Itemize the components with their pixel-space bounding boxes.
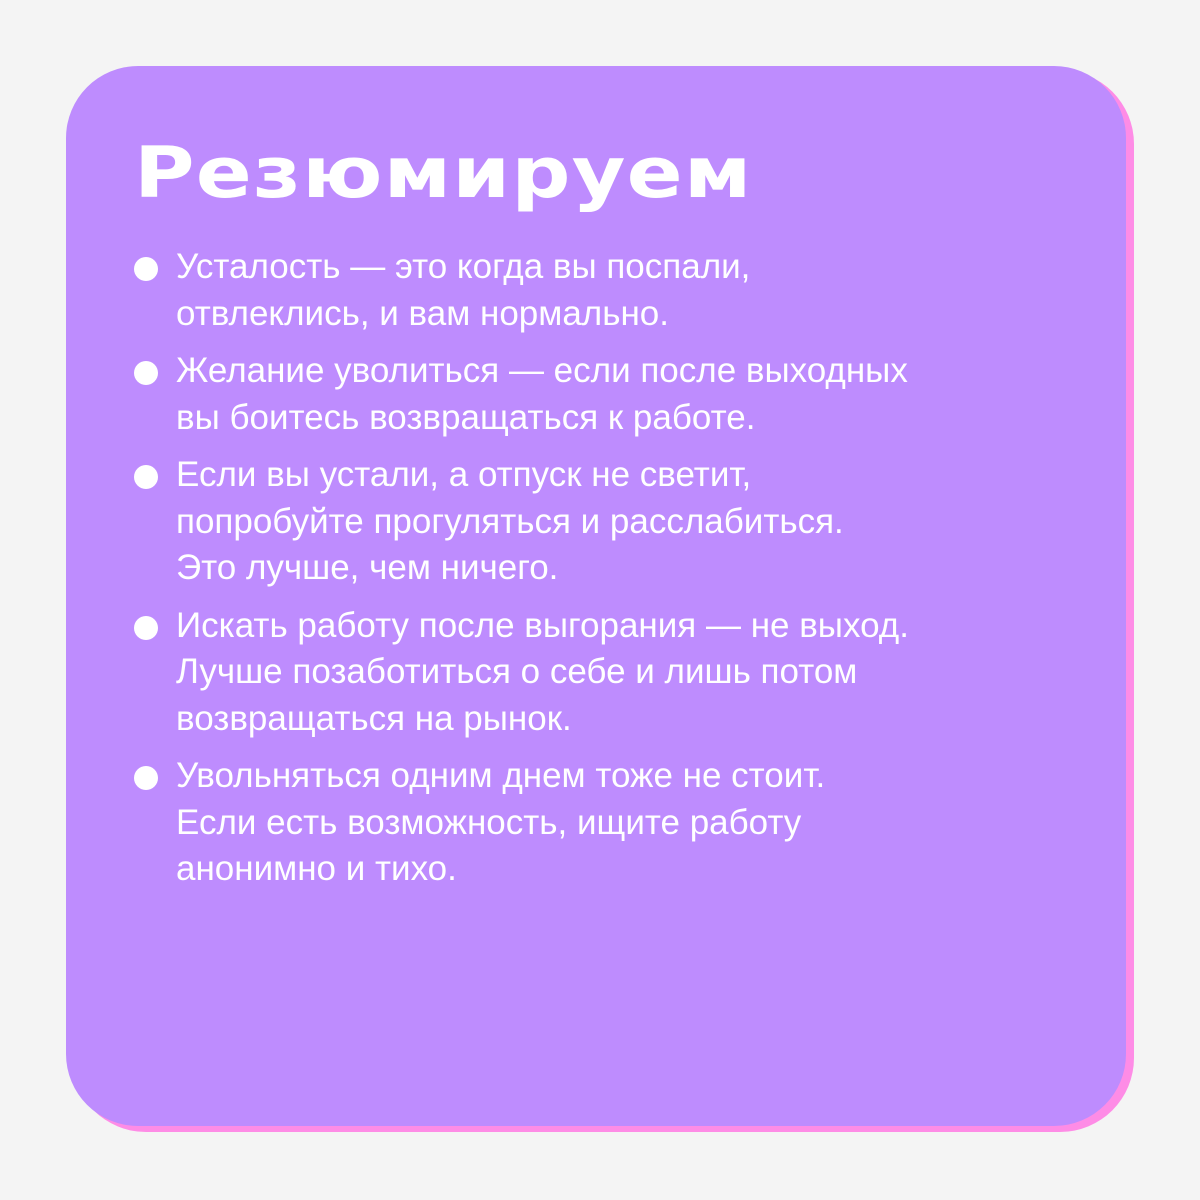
list-item-line: Если вы устали, а отпуск не светит,	[176, 455, 752, 494]
list-item-line: Увольняться одним днем тоже не стоит.	[176, 756, 826, 795]
list-item-line: попробуйте прогуляться и расслабиться.	[176, 501, 844, 541]
bullet-dot-icon	[134, 257, 158, 281]
summary-list	[134, 244, 1034, 904]
list-item-line: Желание уволиться — если после выходных	[176, 351, 908, 390]
list-item	[134, 348, 1034, 441]
list-item-line: вы боитесь возвращаться к работе.	[176, 397, 756, 437]
bullet-dot-icon	[134, 766, 158, 790]
list-item	[134, 452, 1034, 592]
bullet-dot-icon	[134, 361, 158, 385]
list-item-line: Искать работу после выгорания — не выход.	[176, 605, 909, 645]
list-item-line: возвращаться на рынок.	[176, 698, 572, 738]
list-item	[134, 753, 1034, 893]
list-item-line: отвлеклись, и вам нормально.	[176, 293, 669, 333]
list-item-line: Усталость — это когда вы поспали,	[176, 247, 751, 286]
list-item	[134, 603, 1034, 743]
bullet-dot-icon	[134, 616, 158, 640]
list-item-line: Если есть возможность, ищите работу	[176, 802, 802, 842]
list-item	[134, 244, 1034, 337]
list-item-line: Лучше позаботиться о себе и лишь потом	[176, 652, 858, 691]
list-item-line: Это лучше, чем ничего.	[176, 548, 559, 587]
list-item-line: анонимно и тихо.	[176, 849, 457, 888]
page-title: Резюмируем	[134, 132, 753, 214]
bullet-dot-icon	[134, 465, 158, 489]
